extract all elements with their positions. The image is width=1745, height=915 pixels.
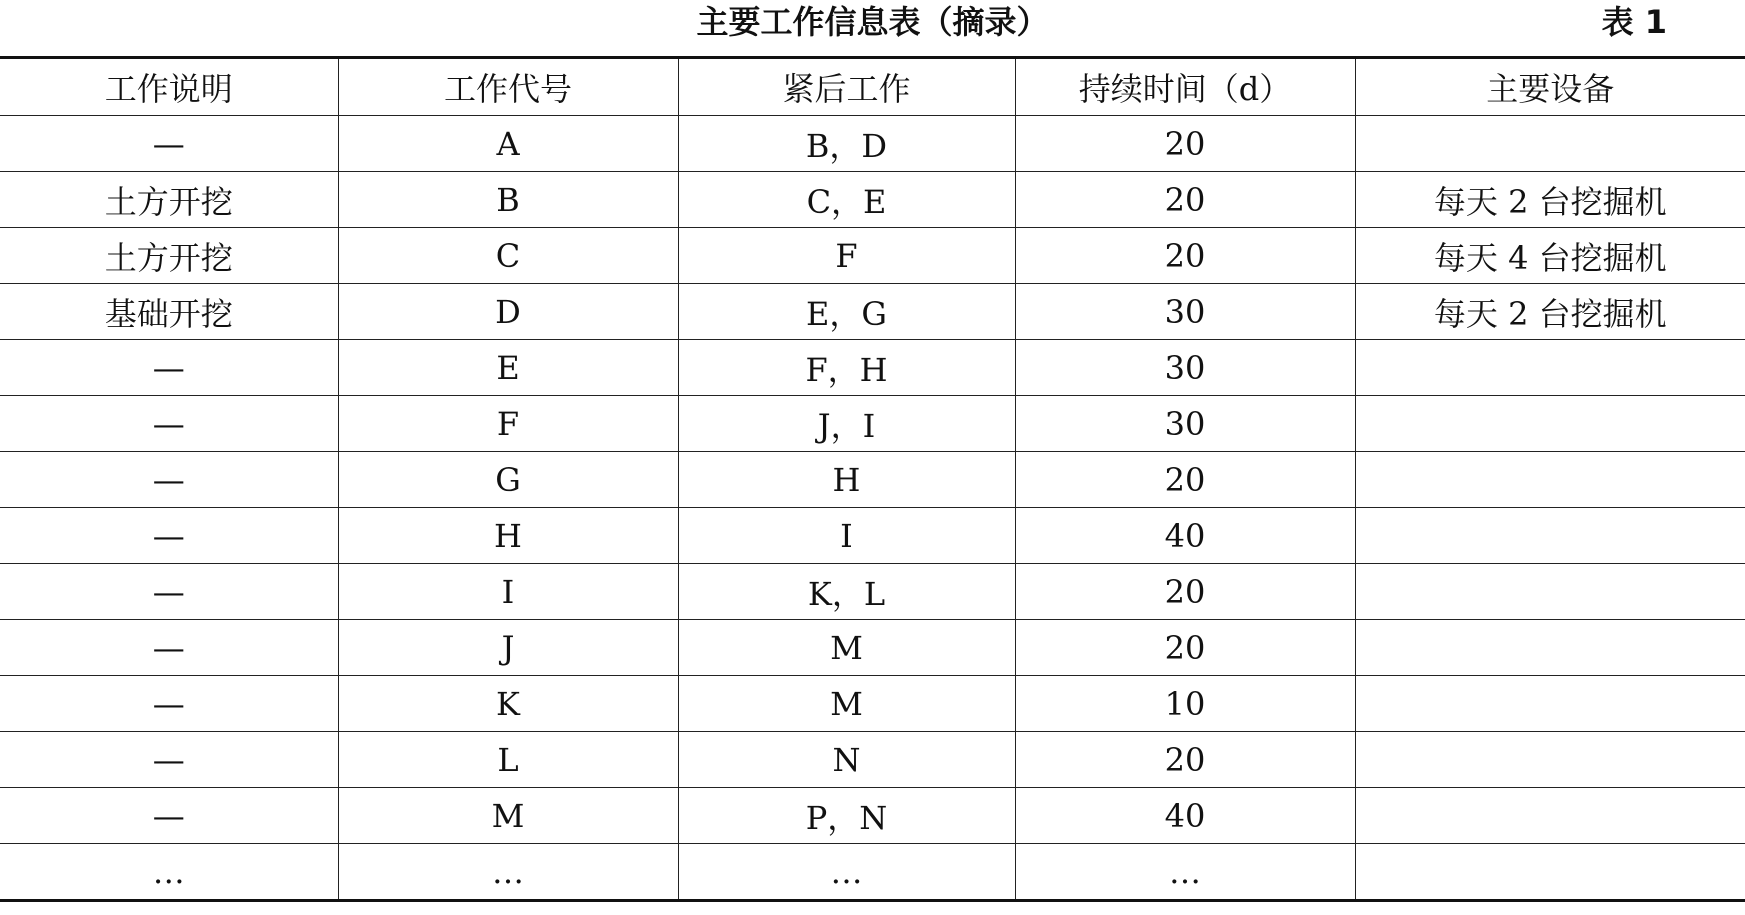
column-header-equipment: 主要设备 bbox=[1355, 58, 1745, 116]
table-row bbox=[0, 508, 1745, 564]
table-row bbox=[0, 564, 1745, 620]
cell-code: M bbox=[338, 788, 678, 844]
cell-equipment bbox=[1355, 732, 1745, 788]
cell-successors: E，G bbox=[678, 284, 1015, 340]
cell-successors: F，H bbox=[678, 340, 1015, 396]
cell-equipment: 每天 4 台挖掘机 bbox=[1355, 228, 1745, 284]
cell-successors: P，N bbox=[678, 788, 1015, 844]
cell-description: 土方开挖 bbox=[0, 228, 338, 284]
cell-description: — bbox=[0, 116, 338, 172]
table-row bbox=[0, 844, 1745, 901]
table-row bbox=[0, 284, 1745, 340]
cell-description: — bbox=[0, 564, 338, 620]
cell-successors: … bbox=[678, 844, 1015, 901]
cell-equipment bbox=[1355, 844, 1745, 901]
cell-code: C bbox=[338, 228, 678, 284]
cell-duration: 20 bbox=[1015, 452, 1355, 508]
cell-description: — bbox=[0, 788, 338, 844]
cell-duration: 30 bbox=[1015, 340, 1355, 396]
cell-duration: 10 bbox=[1015, 676, 1355, 732]
cell-successors: N bbox=[678, 732, 1015, 788]
title-row bbox=[0, 0, 1745, 52]
table-row bbox=[0, 452, 1745, 508]
cell-code: J bbox=[338, 620, 678, 676]
cell-description: 基础开挖 bbox=[0, 284, 338, 340]
cell-successors: J，I bbox=[678, 396, 1015, 452]
cell-successors: K，L bbox=[678, 564, 1015, 620]
cell-description: — bbox=[0, 396, 338, 452]
cell-successors: H bbox=[678, 452, 1015, 508]
cell-duration: 20 bbox=[1015, 564, 1355, 620]
cell-code: K bbox=[338, 676, 678, 732]
cell-successors: I bbox=[678, 508, 1015, 564]
table-row bbox=[0, 620, 1745, 676]
cell-description: — bbox=[0, 508, 338, 564]
column-header-duration: 持续时间（d） bbox=[1015, 58, 1355, 116]
cell-duration: 20 bbox=[1015, 228, 1355, 284]
cell-duration: 20 bbox=[1015, 172, 1355, 228]
cell-duration: 30 bbox=[1015, 284, 1355, 340]
table-title: 主要工作信息表（摘录） bbox=[696, 3, 1049, 41]
table-row bbox=[0, 732, 1745, 788]
cell-code: B bbox=[338, 172, 678, 228]
table-row bbox=[0, 228, 1745, 284]
cell-successors: F bbox=[678, 228, 1015, 284]
cell-equipment: 每天 2 台挖掘机 bbox=[1355, 284, 1745, 340]
cell-duration: 40 bbox=[1015, 508, 1355, 564]
cell-equipment bbox=[1355, 452, 1745, 508]
cell-code: E bbox=[338, 340, 678, 396]
column-header-successors: 紧后工作 bbox=[678, 58, 1015, 116]
table-row bbox=[0, 788, 1745, 844]
cell-code: … bbox=[338, 844, 678, 901]
cell-equipment bbox=[1355, 116, 1745, 172]
table-header-row bbox=[0, 58, 1745, 116]
cell-description: … bbox=[0, 844, 338, 901]
cell-duration: 20 bbox=[1015, 732, 1355, 788]
table-row bbox=[0, 340, 1745, 396]
cell-duration: … bbox=[1015, 844, 1355, 901]
column-header-description: 工作说明 bbox=[104, 70, 233, 108]
cell-code: A bbox=[338, 116, 678, 172]
cell-duration: 20 bbox=[1015, 116, 1355, 172]
cell-code: I bbox=[338, 564, 678, 620]
table-row bbox=[0, 396, 1745, 452]
cell-code: F bbox=[338, 396, 678, 452]
table-row bbox=[0, 116, 1745, 172]
cell-successors: M bbox=[678, 676, 1015, 732]
cell-successors: B，D bbox=[678, 116, 1015, 172]
cell-code: L bbox=[338, 732, 678, 788]
cell-code: D bbox=[338, 284, 678, 340]
table-row bbox=[0, 676, 1745, 732]
work-info-table bbox=[0, 56, 1745, 902]
cell-equipment: 每天 2 台挖掘机 bbox=[1355, 172, 1745, 228]
cell-equipment bbox=[1355, 508, 1745, 564]
cell-successors: M bbox=[678, 620, 1015, 676]
cell-description: — bbox=[0, 452, 338, 508]
cell-description: — bbox=[0, 620, 338, 676]
cell-description: — bbox=[0, 732, 338, 788]
cell-equipment bbox=[1355, 564, 1745, 620]
cell-description: — bbox=[0, 340, 338, 396]
cell-code: H bbox=[338, 508, 678, 564]
table-row bbox=[0, 172, 1745, 228]
cell-successors: C，E bbox=[678, 172, 1015, 228]
cell-equipment bbox=[1355, 396, 1745, 452]
cell-equipment bbox=[1355, 340, 1745, 396]
cell-description: — bbox=[0, 676, 338, 732]
cell-equipment bbox=[1355, 788, 1745, 844]
cell-equipment bbox=[1355, 620, 1745, 676]
cell-duration: 40 bbox=[1015, 788, 1355, 844]
cell-equipment bbox=[1355, 676, 1745, 732]
cell-duration: 30 bbox=[1015, 396, 1355, 452]
column-header-code: 工作代号 bbox=[338, 58, 678, 116]
table-number: 表 1 bbox=[1601, 3, 1667, 41]
cell-description: 土方开挖 bbox=[0, 172, 338, 228]
cell-duration: 20 bbox=[1015, 620, 1355, 676]
cell-code: G bbox=[338, 452, 678, 508]
